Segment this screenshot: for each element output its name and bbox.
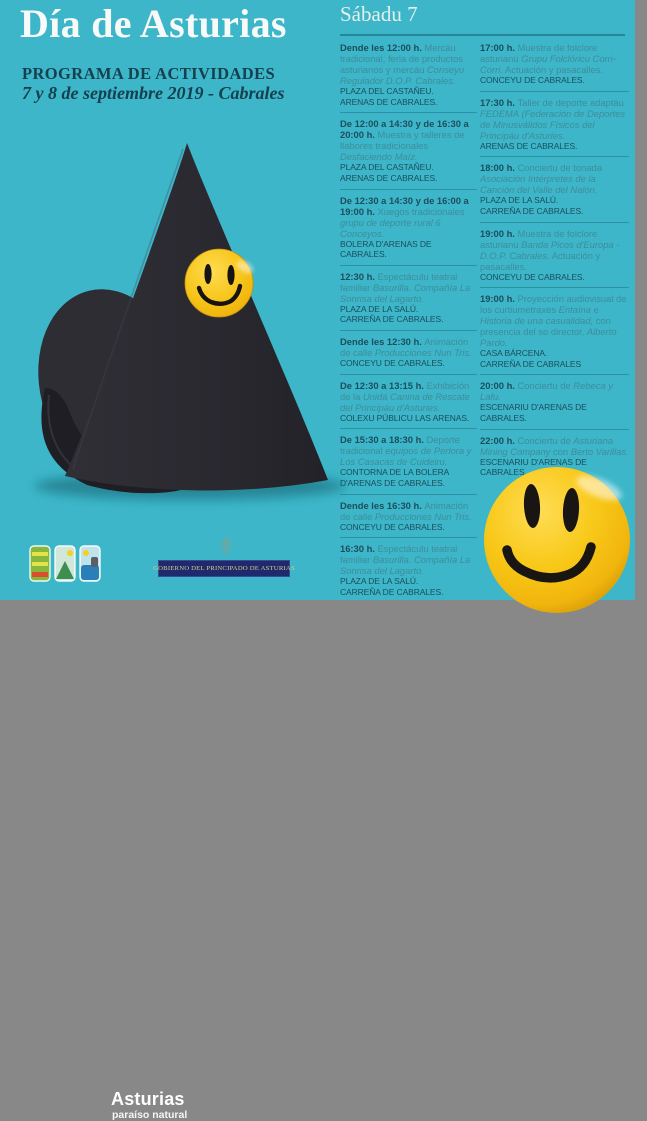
schedule-entry xyxy=(480,156,629,216)
entry-text: 16:30 h. Espectáculu teatral familiar Basurilla. Compañía La Sonrisa del Lagarto. xyxy=(340,543,471,577)
asturias-logo-name: Asturias xyxy=(111,1089,185,1109)
venue-line: CARREÑA DE CABRALES. xyxy=(480,205,584,216)
victory-cross-emblem-icon xyxy=(218,535,234,559)
venue-line: PLAZA DEL CASTAÑEU. xyxy=(340,162,434,173)
asturias-logo-tagline: paraíso natural xyxy=(112,1109,188,1121)
asturias-stamps-icon xyxy=(29,545,101,583)
venue-line: CASA BÁRCENA. xyxy=(480,348,548,359)
program-dates: 7 y 8 de septiembre 2019 - Cabrales xyxy=(22,83,285,103)
schedule-entry xyxy=(340,42,477,107)
montera-hat-image xyxy=(15,133,345,513)
entry-text: 19:00 h. Proyección audiovisual de los curtiumetraxes Entaína e Historia de una casualidad, con presencia del so director, Alberto Pardo. xyxy=(480,293,627,349)
entry-text: De 12:30 a 13:15 h. Exhibición de la Unidá Canina de Rescate del Principáu d'Asturies. xyxy=(340,379,470,413)
schedule-entry xyxy=(340,265,477,325)
schedule-entry xyxy=(480,374,629,423)
entry-text: 22:00 h. Conciertu de Asturiana Mining Company con Berto Varillas. xyxy=(480,434,629,457)
poster-title: Día de Asturias xyxy=(20,1,287,46)
gobierno-logo-label: GOBIERNO DEL PRINCIPADO DE ASTURIAS xyxy=(153,565,295,572)
schedule-entry xyxy=(340,428,477,488)
schedule-entry xyxy=(480,287,629,369)
venue-line: PLAZA DE LA SALÚ. xyxy=(340,576,419,587)
venue-line: ARENAS DE CABRALES. xyxy=(480,140,578,151)
program-title: PROGRAMA DE ACTIVIDADES xyxy=(22,64,276,83)
entry-text: 18:00 h. Conciertu de tonada Asociación Intérpretes de la Canción del Valle del Nalón. xyxy=(480,162,602,196)
schedule-entry xyxy=(480,91,629,152)
entry-text: 20:00 h. Conciertu de Rebeca y Lafu. xyxy=(480,380,613,403)
schedule-entry xyxy=(340,112,477,183)
venue-line: ARENAS DE CABRALES. xyxy=(340,172,438,183)
schedule-column xyxy=(340,42,477,597)
venue-line: CONTORNA DE LA BOLERA D'ARENAS DE CABRALES. xyxy=(340,467,449,488)
schedule-entry xyxy=(340,537,477,597)
venue-line: COLEXU PÚBLICU LAS ARENAS. xyxy=(340,412,470,423)
schedule-entry xyxy=(480,42,629,86)
entry-text: 19:00 h. Muestra de folclore asturianu Banda Picos d'Europa - D.O.P. Cabrales. Actuación y pasacalles. xyxy=(480,227,620,272)
entry-text: Dende les 16:30 h. Animación de calle Producciones Nun Tris. xyxy=(340,499,472,522)
smiley-badge-large-icon xyxy=(477,464,647,634)
entry-text: 12:30 h. Espectáculu teatral familiar Basurilla. Compañía La Sonrisa del Lagarto. xyxy=(340,270,471,304)
entry-text: De 12:00 a 14:30 y de 16:30 a 20:00 h. Muestra y talleres de llabores tradicionales Desfaciendo Maíz. xyxy=(340,118,469,163)
venue-line: CONCEYU DE CABRALES. xyxy=(480,271,585,282)
schedule-entry xyxy=(480,222,629,283)
venue-line: ESCENARIU D'ARENAS DE CABRALES. xyxy=(480,402,587,423)
schedule-entry xyxy=(340,494,477,533)
gobierno-logo xyxy=(153,560,295,577)
entry-text: De 12:30 a 14:30 y de 16:00 a 19:00 h. Xuegos tradicionales grupu de deporte rural 6 Conceyos. xyxy=(340,194,469,239)
schedule-day-header: Sábadu 7 xyxy=(340,2,625,36)
entry-text: 17:30 h. Taller de deporte adaptáu FEDEMA (Federación de Deportes de Minusválidos Físicos del Principáu d'Asturies. xyxy=(480,96,626,141)
entry-text: 17:00 h. Muestra de folclore asturianu Grupu Folclóricu Corri-Corri. Actuación y pasacalles. xyxy=(480,42,616,75)
venue-line: CARREÑA DE CABRALES xyxy=(480,358,582,369)
venue-line: PLAZA DE LA SALÚ. xyxy=(340,303,419,314)
venue-line: CARREÑA DE CABRALES. xyxy=(340,586,444,597)
venue-line: BOLERA D'ARENAS DE CABRALES. xyxy=(340,238,432,260)
entry-text: Dende les 12:30 h. Animación de calle Producciones Nun Tris. xyxy=(340,336,472,358)
schedule-entry xyxy=(340,330,477,369)
schedule-column xyxy=(480,42,629,478)
venue-line: CARREÑA DE CABRALES. xyxy=(340,314,444,325)
venue-line: ESCENARIU D'ARENAS DE CABRALES. xyxy=(480,456,587,478)
venue-line: ARENAS DE CABRALES. xyxy=(340,96,438,107)
venue-line: CONCEYU DE CABRALES. xyxy=(340,521,445,532)
venue-line: PLAZA DEL CASTAÑEU. xyxy=(340,86,434,96)
venue-line: CONCEYU DE CABRALES. xyxy=(340,358,445,368)
schedule-entry xyxy=(340,374,477,424)
schedule-entry xyxy=(340,189,477,260)
venue-line: CONCEYU DE CABRALES. xyxy=(480,75,585,85)
entry-text: Dende les 12:00 h. Mercáu tradicional, feria de productos asturianos y mercáu Conseyu Regulador D.O.P. Cabrales. xyxy=(340,42,465,86)
venue-line: PLAZA DE LA SALÚ. xyxy=(480,195,559,206)
entry-text: De 15:30 a 18:30 h. Deporte tradicional equipos de Perlora y Los Casacas de Cuideiru. xyxy=(340,434,472,468)
